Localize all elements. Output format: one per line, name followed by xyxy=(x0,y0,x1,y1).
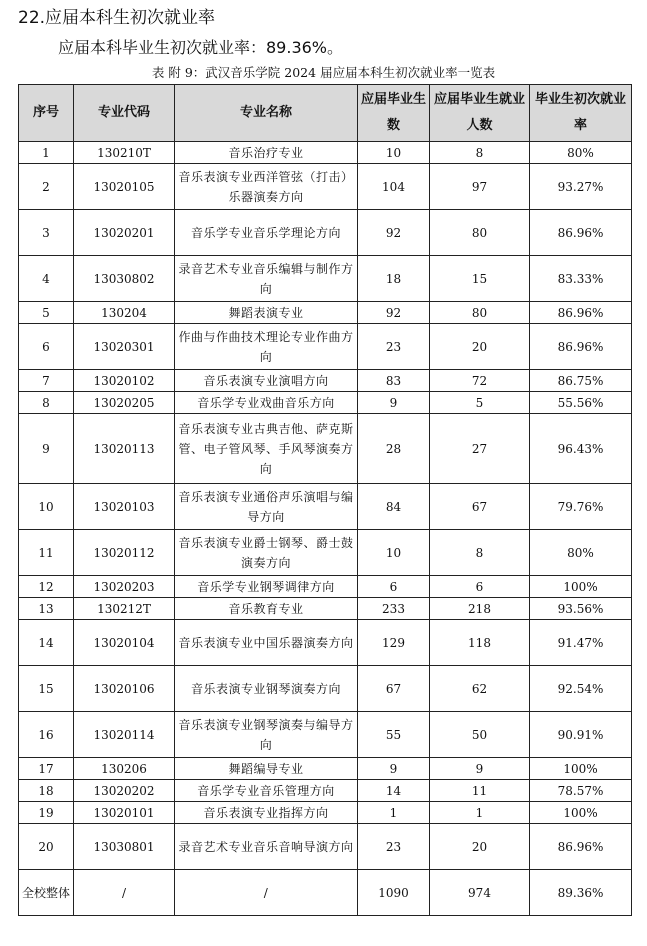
table-row xyxy=(19,620,632,666)
cell-major-code: / xyxy=(74,870,175,916)
cell-employment-rate: 89.36% xyxy=(530,870,632,916)
cell-employment-rate: 80% xyxy=(530,142,632,164)
cell-major-code: 13030801 xyxy=(74,824,175,870)
cell-graduates: 104 xyxy=(358,164,430,210)
cell-major-code: 13020101 xyxy=(74,802,175,824)
cell-employment-rate: 80% xyxy=(530,530,632,576)
employment-rate-summary: 应届本科毕业生初次就业率：89.36%。 xyxy=(58,38,344,57)
cell-major-code: 13020112 xyxy=(74,530,175,576)
table-row xyxy=(19,484,632,530)
cell-index: 15 xyxy=(19,666,74,712)
cell-major-name: 音乐表演专业爵士钢琴、爵士鼓演奏方向 xyxy=(175,530,358,576)
cell-graduates: 18 xyxy=(358,256,430,302)
cell-employed: 20 xyxy=(430,324,530,370)
table-row xyxy=(19,392,632,414)
header-graduates: 应届毕业生数 xyxy=(358,85,430,142)
table-row xyxy=(19,576,632,598)
table-row xyxy=(19,164,632,210)
cell-employment-rate: 83.33% xyxy=(530,256,632,302)
table-row xyxy=(19,530,632,576)
cell-major-name: 音乐表演专业通俗声乐演唱与编导方向 xyxy=(175,484,358,530)
cell-graduates: 84 xyxy=(358,484,430,530)
cell-major-name: 录音艺术专业音乐编辑与制作方向 xyxy=(175,256,358,302)
cell-employment-rate: 86.96% xyxy=(530,324,632,370)
cell-index: 10 xyxy=(19,484,74,530)
cell-employment-rate: 92.54% xyxy=(530,666,632,712)
cell-major-name: 音乐教育专业 xyxy=(175,598,358,620)
cell-major-name: 音乐学专业音乐管理方向 xyxy=(175,780,358,802)
cell-index: 18 xyxy=(19,780,74,802)
cell-major-name: 音乐学专业音乐学理论方向 xyxy=(175,210,358,256)
cell-major-code: 13020104 xyxy=(74,620,175,666)
cell-employment-rate: 90.91% xyxy=(530,712,632,758)
cell-employment-rate: 93.56% xyxy=(530,598,632,620)
table-row xyxy=(19,758,632,780)
cell-employment-rate: 86.75% xyxy=(530,370,632,392)
table-row xyxy=(19,302,632,324)
cell-major-name: 作曲与作曲技术理论专业作曲方向 xyxy=(175,324,358,370)
cell-index: 20 xyxy=(19,824,74,870)
cell-major-code: 13020203 xyxy=(74,576,175,598)
cell-index: 19 xyxy=(19,802,74,824)
cell-index: 17 xyxy=(19,758,74,780)
cell-major-code: 13020103 xyxy=(74,484,175,530)
table-row xyxy=(19,598,632,620)
cell-major-code: 13020301 xyxy=(74,324,175,370)
cell-employment-rate: 86.96% xyxy=(530,824,632,870)
cell-major-name: 音乐学专业钢琴调律方向 xyxy=(175,576,358,598)
header-major-code: 专业代码 xyxy=(74,85,175,142)
cell-employed: 15 xyxy=(430,256,530,302)
cell-graduates: 14 xyxy=(358,780,430,802)
cell-major-name: 舞蹈表演专业 xyxy=(175,302,358,324)
cell-employed: 9 xyxy=(430,758,530,780)
cell-employment-rate: 91.47% xyxy=(530,620,632,666)
cell-employed: 1 xyxy=(430,802,530,824)
cell-employment-rate: 86.96% xyxy=(530,302,632,324)
cell-graduates: 55 xyxy=(358,712,430,758)
cell-major-name: 音乐表演专业演唱方向 xyxy=(175,370,358,392)
cell-major-code: 13020105 xyxy=(74,164,175,210)
table-row xyxy=(19,824,632,870)
table-row xyxy=(19,142,632,164)
cell-employment-rate: 100% xyxy=(530,758,632,780)
cell-graduates: 28 xyxy=(358,414,430,484)
cell-graduates: 10 xyxy=(358,142,430,164)
cell-index: 1 xyxy=(19,142,74,164)
cell-major-code: 130204 xyxy=(74,302,175,324)
cell-employed: 8 xyxy=(430,530,530,576)
cell-employment-rate: 100% xyxy=(530,802,632,824)
cell-graduates: 9 xyxy=(358,392,430,414)
cell-major-code: 13020113 xyxy=(74,414,175,484)
cell-employment-rate: 78.57% xyxy=(530,780,632,802)
cell-employed: 80 xyxy=(430,210,530,256)
cell-index: 11 xyxy=(19,530,74,576)
table-row xyxy=(19,210,632,256)
cell-major-code: 13020102 xyxy=(74,370,175,392)
cell-employed: 218 xyxy=(430,598,530,620)
cell-graduates: 92 xyxy=(358,302,430,324)
cell-index: 3 xyxy=(19,210,74,256)
cell-employed: 20 xyxy=(430,824,530,870)
cell-employment-rate: 86.96% xyxy=(530,210,632,256)
cell-employment-rate: 55.56% xyxy=(530,392,632,414)
table-row xyxy=(19,802,632,824)
cell-index: 4 xyxy=(19,256,74,302)
cell-major-code: 130212T xyxy=(74,598,175,620)
cell-index: 13 xyxy=(19,598,74,620)
cell-major-code: 130206 xyxy=(74,758,175,780)
cell-employed: 27 xyxy=(430,414,530,484)
cell-major-name: 音乐表演专业指挥方向 xyxy=(175,802,358,824)
cell-graduates: 83 xyxy=(358,370,430,392)
table-caption: 表 附 9：武汉音乐学院 2024 届应届本科生初次就业率一览表 xyxy=(151,65,496,80)
header-employment-rate: 毕业生初次就业率 xyxy=(530,85,632,142)
cell-index: 6 xyxy=(19,324,74,370)
cell-index: 2 xyxy=(19,164,74,210)
cell-major-code: 13030802 xyxy=(74,256,175,302)
cell-major-name: 舞蹈编导专业 xyxy=(175,758,358,780)
section-heading: 22.应届本科生初次就业率 xyxy=(18,8,216,28)
cell-graduates: 1090 xyxy=(358,870,430,916)
table-header-row xyxy=(19,85,632,142)
cell-major-code: 13020201 xyxy=(74,210,175,256)
cell-graduates: 129 xyxy=(358,620,430,666)
cell-employment-rate: 79.76% xyxy=(530,484,632,530)
cell-major-code: 13020205 xyxy=(74,392,175,414)
cell-graduates: 9 xyxy=(358,758,430,780)
table-row xyxy=(19,666,632,712)
cell-major-code: 130210T xyxy=(74,142,175,164)
cell-graduates: 67 xyxy=(358,666,430,712)
table-body xyxy=(19,142,632,916)
table-row xyxy=(19,256,632,302)
cell-employment-rate: 93.27% xyxy=(530,164,632,210)
cell-index: 16 xyxy=(19,712,74,758)
cell-employed: 118 xyxy=(430,620,530,666)
cell-employed: 6 xyxy=(430,576,530,598)
cell-employed: 8 xyxy=(430,142,530,164)
cell-major-name: 音乐治疗专业 xyxy=(175,142,358,164)
table-total-row xyxy=(19,870,632,916)
cell-employed: 5 xyxy=(430,392,530,414)
table-row xyxy=(19,370,632,392)
cell-employment-rate: 96.43% xyxy=(530,414,632,484)
cell-employed: 72 xyxy=(430,370,530,392)
cell-employed: 97 xyxy=(430,164,530,210)
table-row xyxy=(19,780,632,802)
cell-graduates: 6 xyxy=(358,576,430,598)
cell-major-name: 音乐表演专业钢琴演奏与编导方向 xyxy=(175,712,358,758)
cell-index: 8 xyxy=(19,392,74,414)
cell-major-code: 13020114 xyxy=(74,712,175,758)
cell-major-name: 音乐表演专业中国乐器演奏方向 xyxy=(175,620,358,666)
cell-major-name: 音乐学专业戏曲音乐方向 xyxy=(175,392,358,414)
cell-graduates: 92 xyxy=(358,210,430,256)
cell-index: 7 xyxy=(19,370,74,392)
cell-major-name: 音乐表演专业西洋管弦（打击）乐器演奏方向 xyxy=(175,164,358,210)
table-row xyxy=(19,414,632,484)
cell-index: 14 xyxy=(19,620,74,666)
cell-major-name: 录音艺术专业音乐音响导演方向 xyxy=(175,824,358,870)
table-row xyxy=(19,324,632,370)
cell-index: 9 xyxy=(19,414,74,484)
cell-index: 12 xyxy=(19,576,74,598)
header-major-name: 专业名称 xyxy=(175,85,358,142)
cell-graduates: 1 xyxy=(358,802,430,824)
cell-major-code: 13020106 xyxy=(74,666,175,712)
cell-major-name: 音乐表演专业古典吉他、萨克斯管、电子管风琴、手风琴演奏方向 xyxy=(175,414,358,484)
cell-employed: 67 xyxy=(430,484,530,530)
header-index: 序号 xyxy=(19,85,74,142)
cell-employed: 62 xyxy=(430,666,530,712)
cell-graduates: 23 xyxy=(358,324,430,370)
cell-graduates: 23 xyxy=(358,824,430,870)
cell-graduates: 10 xyxy=(358,530,430,576)
cell-major-name: / xyxy=(175,870,358,916)
table-row xyxy=(19,712,632,758)
employment-rate-table xyxy=(18,84,632,916)
cell-employed: 974 xyxy=(430,870,530,916)
cell-employment-rate: 100% xyxy=(530,576,632,598)
cell-employed: 11 xyxy=(430,780,530,802)
cell-employed: 80 xyxy=(430,302,530,324)
cell-index: 全校整体 xyxy=(19,870,74,916)
cell-employed: 50 xyxy=(430,712,530,758)
cell-index: 5 xyxy=(19,302,74,324)
cell-major-name: 音乐表演专业钢琴演奏方向 xyxy=(175,666,358,712)
header-employed: 应届毕业生就业人数 xyxy=(430,85,530,142)
cell-graduates: 233 xyxy=(358,598,430,620)
cell-major-code: 13020202 xyxy=(74,780,175,802)
